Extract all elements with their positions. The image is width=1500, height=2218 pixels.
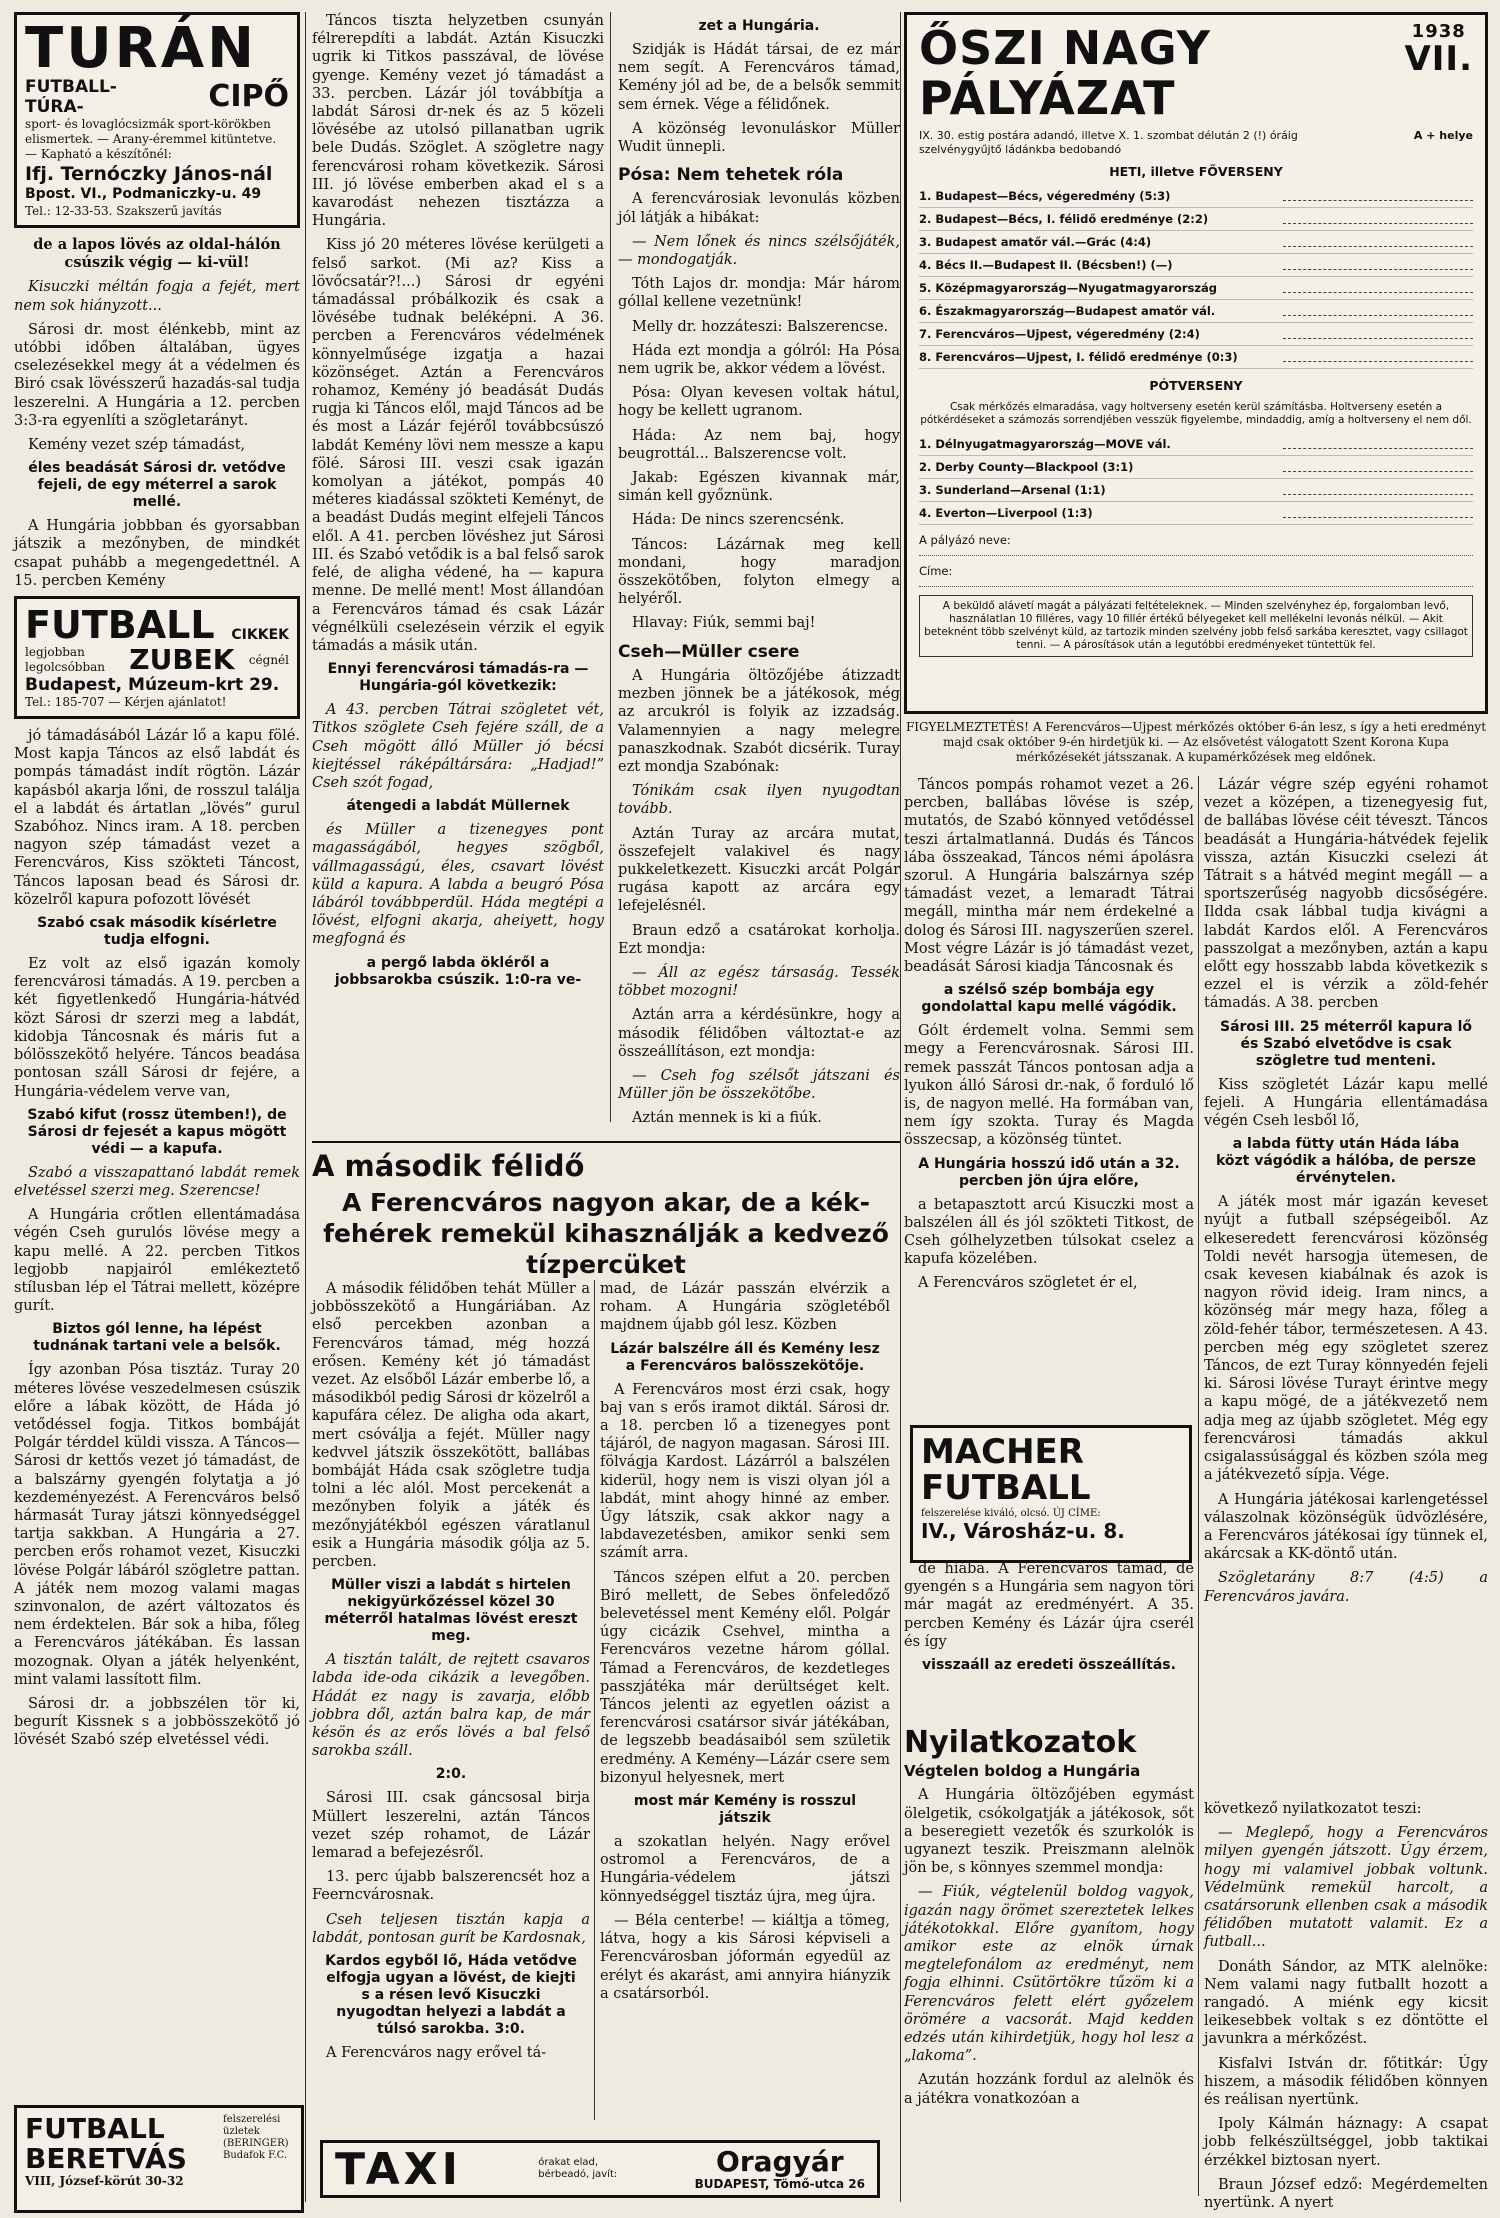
main-l3: Sárosi III. csak gáncsosal birja Müllert leszerelni, aztán Táncos vezet szép rohamot, de Lázár lemarad a befejezésről.	[312, 1790, 590, 1862]
col5-p5: de hiába. A Ferencváros támad, de gyengén s a Hungária sem nagyon töri már magát az eredményért. A 35. percben Kemény és Lázár újra cserél és így	[904, 1561, 1194, 1650]
col3-p8: Pósa: Olyan kevesen voltak hátul, hogy be kellett ugranom.	[618, 385, 900, 420]
col6-sub2: a labda fütty után Háda lába közt vágódik a hálóba, de persze érvénytelen.	[1215, 1136, 1477, 1187]
pot-match-row-answer-line[interactable]	[1283, 433, 1473, 449]
pot-match-row[interactable]	[919, 433, 1473, 456]
match-row-label: 7. Ferencváros—Ujpest, végeredmény (2:4)	[919, 327, 1200, 342]
palyazat-number: VII.	[1404, 39, 1473, 79]
match-row-label: 4. Bécs II.—Budapest II. (Bécsben!) (—)	[919, 258, 1173, 273]
main-r2: A Ferencváros most érzi csak, hogy baj van s erős iramot diktál. Sárosi dr. a 18. percben lő a tizenegyes pont tájáról, de nagyon magasan. Sárosi III. fölvágja Kardost. Lázárról a balszélen kiderül, hogy nem is viszi olyan jól a labdát, mint ahogy hinné az ember. Úgy látszik, csak akkor nagy a labdavezetésben, amikor senki sem számít arra.	[600, 1381, 890, 1562]
col3-heading-posa: Pósa: Nem tehetek róla	[618, 165, 844, 186]
turan-address: Bpost. VI., Podmaniczky-u. 49	[25, 186, 262, 202]
col6-p11: Braun József edző: Megérdemelten nyertünk. A nyert	[1204, 2176, 1488, 2212]
turan-line2: TÚRA-	[25, 97, 84, 117]
col1-p3: Sárosi dr. most élénkebb, mint az utóbbi időben általában, ügyes cselezésekkel megy át a védelmen és Biró csak lövésszerű hazadás-sal tudja leszerelni. A Hungária a 12. percben 3:3-ra egyenlíti a szögletarányt.	[14, 321, 300, 429]
col1-sub3: Szabó kifut (rossz ütemben!), de Sárosi dr fejesét a kapus mögött védi — a kapufa.	[27, 1106, 287, 1157]
pot-match-row[interactable]	[919, 456, 1473, 479]
match-row[interactable]	[919, 208, 1473, 231]
zubek-tag: CIKKEK	[231, 627, 289, 644]
column-rule	[1198, 776, 1199, 2196]
column-7	[904, 1725, 1194, 2180]
pot-match-row[interactable]	[919, 479, 1473, 502]
match-row-label: 5. Középmagyarország—Nyugatmagyarország	[919, 281, 1218, 296]
pot-match-row-label: 4. Everton—Liverpool (1:3)	[919, 506, 1093, 521]
nyilatkozatok-sub: Végtelen boldog a Hungária	[904, 1762, 1141, 1781]
main-l5: Cseh teljesen tisztán kapja a labdát, pontosan gurít be Kardosnak,	[312, 1911, 590, 1946]
match-row-answer-line[interactable]	[1283, 323, 1473, 339]
col6-p7: — Meglepő, hogy a Ferencváros milyen gyengén játszott. Úgy érzem, hogy mi valamivel jobbak voltunk. Védelmünk remekül harcolt, a csatársorunk ellenben csak a második félidőben mutatott valamit. Ez a futball...	[1204, 1825, 1488, 1951]
match-row[interactable]	[919, 300, 1473, 323]
palyazat-rules: A beküldő alávetí magát a pályázati feltételeknek. — Minden szelvényhez ép, forgalomban levő, használatlan 10 filléres, vagy 10 fillér értékű bélyegeket kell mellékelni levonás nélkül. — Akit beteknént több szelvényt küld, az tartozik minden szelvény jobb felső sarkába keresztet, vagy csillagot tenni. — A párosítások után a legutóbbi eredményeket tüntettük fel.	[919, 595, 1473, 657]
col2-sub2: átengedi a labdát Müllernek	[346, 798, 570, 815]
palyazat-warning: FIGYELMEZTETÉS! A Ferencváros—Ujpest mérkőzés október 6-án lesz, s így a heti eredményt majd csak október 9-én hirdetjük ki. — Az elsővetést válogatott Szent Korona Kupa mérkőzésekét játsszanak. A kupamérkőzések meg eldőnek.	[905, 720, 1487, 764]
match-row[interactable]	[919, 346, 1473, 369]
nyilatkozatok-heading: Nyilatkozatok	[904, 1725, 1137, 1760]
column-3	[618, 12, 900, 1132]
col3-p3: A ferencvárosiak levonulás közben jól látják a hibákat:	[618, 191, 900, 226]
column-rule	[610, 12, 611, 1122]
col3-p2: A közönség levonuláskor Müller Wudit ünnepli.	[618, 120, 900, 156]
beretvas-ad	[14, 2105, 304, 2213]
col3-p7: Háda ezt mondja a gólról: Ha Pósa nem ugrik be, akkor védem a lövést.	[618, 342, 900, 378]
taxi-name: Oragyár	[716, 2145, 844, 2178]
match-row-answer-line[interactable]	[1283, 231, 1473, 247]
palyazat-pot-label: PÓTVERSENY	[1149, 378, 1243, 394]
main-l6: A Ferencváros nagy erővel tá-	[326, 2045, 547, 2062]
column-6b	[1204, 1800, 1488, 2212]
palyazat-title: ŐSZI NAGY PÁLYÁZAT	[919, 21, 1211, 125]
col1-sub4: Biztos gól lenne, ha lépést tudnának tartani vele a belsők.	[33, 1321, 281, 1355]
col6-p8: Donáth Sándor, az MTK alelnöke: Nem valami nagy futballt hozott a rangadó. A miénk egy kicsit leikesebbek voltak s ez döntötte el javunkra a mérkőzést.	[1204, 1958, 1488, 2048]
col5-p4: A Ferencváros szögletet ér el,	[918, 1275, 1138, 1292]
col3-p16: Aztán Turay az arcára mutat, összefejelt valakivel és nagy pukkeletkezett. Kisuczki arcát Polgár rugása kapott az arcára egy lefejelésnél.	[618, 825, 900, 915]
col1-p11: Sárosi dr. a jobbszélen tör ki, begurít Kissnek s a jobbösszekötő jó lövését Szabó szép elvetéssel védi.	[14, 1695, 300, 1749]
turan-product: CIPŐ	[208, 79, 289, 114]
taxi-address: BUDAPEST, Tömő-utca 26	[694, 2177, 865, 2191]
col1-p5: A Hungária jobbban és gyorsabban játszik a mezőnyben, de mindkét csapat puhább a megengedettnél. A 15. percben Kemény	[14, 518, 300, 589]
column-5	[904, 776, 1194, 1416]
pot-match-row-answer-line[interactable]	[1283, 502, 1473, 518]
pot-match-list	[919, 433, 1473, 525]
col3-p15: Tónikám csak ilyen nyugodtan tovább.	[618, 783, 900, 818]
second-half-subtitle: A Ferencváros nagyon akar, de a kék-fehérek remekül kihasználják a kedvező tízpercüket	[323, 1188, 889, 1279]
match-row[interactable]	[919, 323, 1473, 346]
col1-p10: Így azonban Pósa tisztáz. Turay 20 méteres lövése veszedelmesen csúszik előre a lábak között, de Háda jó vetődéssel fogja. Titkos bombáját Polgár térddel küldi vissza. A Táncos—Sárosi dr kettős vezet jó támadást, de a balszárny gyengén folytatja a jó kezdeményezést. A Ferencváros belső hármasát Turay játszi könnyedséggel tartja sakkban. A Hungária a 27. percben erős rohamot vezet, Kisuczki lövése Polgár lábáról szögletre pattan. A játék nem mozog valami magas szinvonalon, de azért változatos és nem érdektelen. Bár sok a hiba, főleg a Ferencváros játékában. És lassan mozognak. Olyan a játék helyenként, mint valami lassított film.	[14, 1362, 300, 1688]
turan-desc: sport- és lovaglócsizmák sport-körökben elismertek. — Arany-éremmel kitüntetve. — Kapható a készítőnél:	[25, 117, 277, 161]
col6-p1: Lázár végre szép egyéni rohamot vezet a középen, a tizenegyesig fut, de ballábas lövése céit téveszt. Táncos beadását a Hungária-hátvédek fejelik vissza, aztán Kisuczki cselezi át Tátrait s a hátvéd megint megáll — a sportszerűség nagyobb dicsőségére. Ildda csak lábbal tudja kivágni a labdát Kardos elől. A Ferencváros passzolgat a mezőnyben, aztán a kapu előtt egy hosszabb labda következik s ezzel el is vérzik a zöld-fehér támadás. A 38. percben	[1204, 777, 1488, 1012]
match-row-answer-line[interactable]	[1283, 300, 1473, 316]
beretvas-line1: FUTBALL	[25, 2112, 165, 2145]
pot-match-row[interactable]	[919, 502, 1473, 525]
col3-p20: — Cseh fog szélsőt játszani és Müller jön be összekötőbe.	[618, 1067, 900, 1103]
turan-phone: Tel.: 12-33-53. Szakszerű javítás	[25, 204, 222, 218]
col6-sub1: Sárosi III. 25 méterről kapura lő és Szabó elvetődve is csak szögletre tud menteni.	[1220, 1018, 1472, 1069]
col2-p2: Kiss jó 20 méteres lövése kerülgeti a felső sarkot. (Mi az? Kiss a lövőcsatár?!...) Sárosi dr egyéni támadással próbálkozik és csak a lövésébe tudnak beléképni. A 36. percben a Ferencváros védelmének könnyelműsége izgatja a hazai közönséget. Aztán a Ferencváros rohamoz, Kemény jó beadását Dudás rugja ki Táncos elől, majd Táncos ad be és most a Lázár fejéről továbbcsúszó labdát Kemény lövi nem messze a kapu fölé. Sárosi III. veszi csak igazán komolyan a játékot, pompás 40 méteres kiadással szökteti Keményt, de a beadást Dudás megint elfejeli Táncos elől. A 41. percben lövéshez jut Sárosi III. és Szabó vetődik is a bal felső sarok felé, de aligha védené, ha — kapura menne. De mellé ment! Most állandóan a Ferencváros támad és csak Lázár végnélküli cselezésein vérzik el egyik támadás a másik után.	[312, 237, 604, 654]
col3-p0: zet a Hungária.	[698, 18, 820, 34]
second-half-heading	[312, 1135, 900, 1280]
main-l2: A tisztán talált, de rejtett csavaros labda ide-oda cikázik a levegőben. Hádát ez nagy is zavarja, előbb jobbra dől, aztán balra kap, de már késön és az erős lövés a bal felső sarokba száll.	[312, 1652, 590, 1760]
palyazat-plus-label: A + helye	[1413, 129, 1473, 142]
col1-p2: Kisuczki méltán fogja a fejét, mert nem sok hiányzott...	[14, 279, 300, 314]
palyazat-main-label: HETI, illetve FŐVERSENY	[1109, 164, 1283, 179]
turan-title: TURÁN	[25, 16, 257, 81]
main-l1: A második félidőben tehát Müller a jobbösszekötő a Hungáriában. Az első percekben azonban a Ferencváros támad, még hozzá erősen. Kemény két jó támadást vezet. Az elsőből Lázár emberbe lő, a másodikból pedig Sárosi dr közelről a kapufára célez. De aligha oda akart, mert csóválja a fejét. Müller nagy kedvvel játszik összekötött, ballábas bombáját Háda csak szögletre tudja tolni a léc alól. Most percekenát a mezőnyben folyik a játék és mezőnyjátékból egészen váratlanul esik a Hungária második gólja az 5. percben.	[312, 1281, 590, 1571]
palyazat-deadline: IX. 30. estig postára adandó, illetve X. 1. szombat délután 2 (!) óráig szelvénygyűjtő ládánkba bedobandó	[919, 129, 1298, 156]
zubek-phone: Tel.: 185-707 — Kérjen ajánlatot!	[25, 695, 227, 710]
pot-match-row-answer-line[interactable]	[1283, 479, 1473, 495]
macher-address: IV., Városház-u. 8.	[921, 1519, 1125, 1543]
main-l5s: Kardos egyből lő, Háda vetődve elfogja ugyan a lövést, de kiejti s a résen levő Kisuczki nyugodtan helyezi a labdát a túlsó sarokba. 3:0.	[325, 1953, 577, 2038]
col3-p12: Táncos: Lázárnak meg kell mondani, hogy maradjon összekötőben, folyton elmegy a helyéről.	[618, 536, 900, 608]
col1-p6: jó támadásából Lázár lő a kapu fölé. Most kapja Táncos az első labdát és pompás támadást indít rögtön. Lázár kapásból akarja lőni, de rosszul találja el a labdát és ártatlan „lövés” gurul Szabóhoz. Nincs iram. A 18. percben nagyon szép támadást vezet a Ferencváros, Kiss szökteti Táncost, Táncos laposan bead és Sárosi dr. közelről kapura pofozott lövését	[14, 728, 300, 908]
column-rule	[594, 1280, 595, 2120]
col2-p3: A 43. percben Tátrai szögletet vét, Titkos szöglete Cseh fejére száll, de a Cseh mögött álló Müller jó bécsi kiejtéssel ráképáltársára: „Hadjad!” Cseh szót fogad,	[312, 702, 604, 791]
address-field[interactable]: Címe:	[919, 556, 1473, 587]
taxi-word: TAXI	[335, 2143, 462, 2195]
match-row-label: 3. Budapest amatőr vál.—Grác (4:4)	[919, 235, 1152, 250]
col2-p4: és Müller a tizenegyes pont magasságából, hegyes szögből, vállmagasságú, éles, csavart lövést küld a kapura. A labda a beugró Pósa lábáról továbbperdül. Háda megtépi a lövést, elfogni akarja, aheiyett, hogy megfogná és	[312, 822, 604, 948]
col3-p4: — Nem lőnek és nincs szélsőjáték, — mondogatják.	[618, 233, 900, 269]
zubek-line: legjobban legolcsóbban	[25, 645, 106, 675]
main-l1s: Müller viszi a labdát s hirtelen nekigyürkőzéssel közel 30 méterről hatalmas lövést ereszt meg.	[324, 1577, 578, 1645]
col2-sub3: a pergő labda ökléről a jobbsarokba csúszik. 1:0-ra ve-	[334, 954, 582, 988]
col3-p19: Aztán arra a kérdésünkre, hogy a második félidőben változtat-e az összeállításon, ezt mondja:	[618, 1007, 900, 1060]
beretvas-address: VIII, József-körút 30-32	[25, 2174, 184, 2188]
col3-heading-cseh: Cseh—Müller csere	[618, 641, 800, 662]
main-score: 2:0.	[435, 1766, 467, 1783]
palyazat-pot-note: Csak mérkőzés elmaradása, vagy holtverseny esetén kerül számításba. Holtverseny esetén a pótkérdéseket a számozás sorrendjében vesszük figyelembe, mindaddig, amíg a holtverseny el nem dől.	[920, 401, 1472, 427]
col6-p4: A Hungária játékosai karlengetéssel válaszolnak közönségük üdvözlésére, a Ferencváros játékosai így tünnek el, akárcsak a KK-döntő után.	[1204, 1491, 1488, 1563]
pot-match-row-label: 3. Sunderland—Arsenal (1:1)	[919, 483, 1106, 498]
column-rule	[305, 12, 306, 2202]
column-5b	[904, 1560, 1194, 1725]
col6-p3: A játék most már igazán keveset nyújt a futball szépségeiből. Az elkeseredett ferencvárosi közönség Toldi nevét harsogja ütemesen, de csak kevesen kiabálnak és azok is nagyon rövid ideig. Iram nincs, a közönség már megy haza, főleg a zöld-fehér tábor, természetesen. A 43. percben még egy szögletet szerez Táncos, de ezt Turay könnyedén fejeli ki. Sárosi lövése Turayt érintve megy a kapu mögé, de a játékvezető nem adja meg az újabb szögletet. Még egy ferencvárosi támadás akkul csigalassúsággal és közben szóla meg a játékvezető sípja. Vége.	[1204, 1194, 1488, 1484]
palyazat-coupon	[904, 12, 1488, 772]
col3-p11: Háda: De nincs szerencsénk.	[632, 512, 845, 529]
col1-p8: Szabó a visszapattanó labdát remek elvetéssel szerzi meg. Szerencse!	[14, 1164, 300, 1199]
match-row[interactable]	[919, 185, 1473, 208]
beretvas-side: felszerelési üzletek (BERINGER) Budafok F.C.	[223, 2114, 289, 2161]
match-row[interactable]	[919, 231, 1473, 254]
col3-p1: Szidják is Hádát társai, de ez már nem segít. A Ferencváros támad, Kemény jól ad be, de a belsők semmit sem érnek. Vége a félidőnek.	[618, 42, 900, 113]
main-r5: — Béla centerbe! — kiáltja a tömeg, látva, hogy a kis Sárosi képviseli a Ferencvárosban jóformán egyedül az erélyt és akarást, ami annyira hiányzik a csatársorból.	[600, 1912, 890, 2002]
col5-p3: a betapasztott arcú Kisuczki most a balszélen áll és jól szökteti Titkost, de Cseh gólhelyzetben túlsokat cselez a kapufa közelében.	[904, 1196, 1194, 1268]
match-row-label: 6. Északmagyarország—Budapest amatőr vál.	[919, 304, 1216, 319]
turan-maker: Ifj. Ternóczky János-nál	[25, 163, 273, 185]
col3-p17: Braun edző a csatárokat korholja. Ezt mondja:	[618, 922, 900, 957]
col5-sub2: A Hungária hosszú idő után a 32. percben jön újra előre,	[918, 1155, 1180, 1189]
zubek-ad	[14, 596, 300, 719]
col5-p1: Táncos pompás rohamot vezet a 26. percben, ballábas lövése is szép, mutatós, de Szabó könnyed vetődéssel teszi ártalmatlanná. Dudás és Táncos lába összeakad, Táncos némi ápolásra szorul. A Hungária balszárnya szép támadást vezet, a lemaradt Tátrai megáll, mintha már nem érdekelné a dolog és Sárosi III. nagyszerűen szerel. Most végre Lázár is jó támadást vezet, beadását Sárosi kiadja Táncosnak és	[904, 777, 1194, 976]
pot-match-row-label: 1. Délnyugatmagyarország—MOVE vál.	[919, 437, 1171, 452]
second-half-right	[600, 1280, 890, 2130]
col1-p7: Ez volt az első igazán komoly ferencvárosi támadás. A 19. percben a két figyetlenkedő Hungária-hátvéd közt Sárosi dr szerzi meg a labdát, kidobja Táncosnak és máris fut a bólösszekötő helyére. Táncos beadása pontosan száll Sárosi dr fejére, a Hungária-védelem verve van,	[14, 956, 300, 1100]
pot-match-row-answer-line[interactable]	[1283, 456, 1473, 472]
col6-p10: Ipoly Kálmán háznagy: A csapat jobb felkészültséggel, jobb taktikai érzékkel biztosan nyert.	[1204, 2116, 1488, 2169]
match-row-label: 2. Budapest—Bécs, I. félidő eredménye (2:2)	[919, 212, 1209, 227]
column-1	[14, 12, 300, 2208]
taxi-ad	[320, 2140, 880, 2198]
zubek-company-tail: cégnél	[248, 652, 289, 667]
match-row-answer-line[interactable]	[1283, 208, 1473, 224]
main-r4: a szokatlan helyén. Nagy erővel ostromol a Ferencváros, de a Hungária-védelem játszi könnyedséggel tisztáz újra, meg újra.	[600, 1834, 890, 1905]
col7-p1: A Hungária öltözőjében egymást ölelgetik, csókolgatják a játékosok, sőt a beseregiett vezetők és szurkolók is ugyanezt teszik. Preiszmann alelnök jön be, s könnyes szemmel mondja:	[904, 1787, 1194, 1877]
col2-p1: Táncos tiszta helyzetben csunyán félrerepdíti a labdát. Aztán Kisuczki ugrik ki Titkos passzával, de lövése gyenge. Kemény vezet jó támadást a 33. percben. Lázár jól továbbítja a labdát Sárosi dr-nek és az 5 közeli lövésébe az utolsó pillanatban ugrik bele Dudás. Szöglet. A szögletre nagy ferencvárosi roham következik. Sárosi III. jó lövése emberben akad el s a kavarodást nehezen tisztázza a Hungária.	[312, 13, 604, 230]
col7-p3: Azután hozzánk fordul az alelnök és a játékra vonatkozóan a	[904, 2072, 1194, 2107]
col3-p14: A Hungária öltözőjébe átizzadt mezben jönnek be a játékosok, még az arcukról is folyik az izzadság. Valamennyien a nagy melegre panaszkodnak. Szabót dicsérik. Turay ezt mondja Szabónak:	[618, 667, 900, 775]
col2-sub1: Ennyi ferencvárosi támadás-ra — Hungária-gól következik:	[327, 661, 589, 695]
col1-p4: Kemény vezet szép támadást,	[28, 437, 246, 454]
macher-ad	[910, 1425, 1192, 1563]
col1-sub1: éles beadását Sárosi dr. vetődve fejeli, de egy méterrel a sarok mellé.	[28, 460, 286, 511]
col3-p5: Tóth Lajos dr. mondja: Már három góllal kellene vezetnünk!	[618, 276, 900, 311]
macher-line2: FUTBALL	[921, 1468, 1091, 1508]
col5-p2: Gólt érdemelt volna. Semmi sem megy a Ferencvárosnak. Sárosi III. remek passzát Táncos pontosan adja a lyukon álló Sárosi dr.-nak, ő forduló lő is, de nagyon mellé. Ha formában van, nem így szokta. Turay és Magda összecsap, a közönség tüntet.	[904, 1023, 1194, 1149]
turan-line1: FUTBALL-	[25, 77, 117, 97]
match-row-answer-line[interactable]	[1283, 277, 1473, 293]
taxi-mid: órakat elad, bérbeadó, javít:	[538, 2157, 618, 2180]
main-r1s: Lázár balszélre áll és Kemény lesz a Ferencváros balösszekötője.	[610, 1340, 880, 1374]
match-row-label: 8. Ferencváros—Ujpest, I. félidő eredménye (0:3)	[919, 350, 1238, 365]
name-field[interactable]: A pályázó neve:	[919, 525, 1473, 556]
main-r1: mad, de Lázár passzán elvérzik a roham. A Hungária szögletéből majdnem újabb gól lesz. Közben	[600, 1281, 890, 1334]
col1-sub2: Szabó csak második kísérletre tudja elfogni.	[37, 915, 277, 949]
macher-line1: MACHER	[921, 1432, 1084, 1472]
match-row-answer-line[interactable]	[1283, 254, 1473, 270]
col3-p10: Jakab: Egészen kivannak már, simán kell győznünk.	[618, 470, 900, 505]
col6-p6: következő nyilatkozatot teszi:	[1204, 1801, 1422, 1817]
match-row-answer-line[interactable]	[1283, 346, 1473, 362]
match-row[interactable]	[919, 254, 1473, 277]
match-row[interactable]	[919, 277, 1473, 300]
col5-sub3: visszaáll az eredeti összeállítás.	[922, 1657, 1176, 1674]
main-r3s: most már Kemény is rosszul játszik	[633, 1793, 857, 1827]
col3-p6: Melly dr. hozzáteszi: Balszerencse.	[632, 318, 889, 335]
match-list	[919, 185, 1473, 369]
main-l4: 13. perc újabb balszerencsét hoz a Feerncvárosnak.	[312, 1869, 590, 1904]
palyazat-box	[904, 12, 1488, 714]
turan-ad	[14, 12, 300, 228]
column-rule	[900, 12, 901, 2202]
pot-match-row-label: 2. Derby County—Blackpool (3:1)	[919, 460, 1134, 475]
second-half-title: A második félidő	[312, 1149, 585, 1183]
column-2	[312, 12, 604, 1132]
col5-sub1: a szélső szép bombája egy gondolattal kapu mellé vágódik.	[921, 982, 1177, 1016]
match-row-answer-line[interactable]	[1283, 185, 1473, 201]
beretvas-line2: BERETVÁS	[25, 2142, 187, 2175]
second-half-left	[312, 1280, 590, 2130]
col6-p9: Kisfalvi István dr. főtitkár: Úgy hiszem, a második félidőben könnyen és reálisan nyertünk.	[1204, 2055, 1488, 2109]
col6-p2: Kiss szögletét Lázár kapu mellé fejeli. A Hungária ellentámadása végén Cseh lesből lő,	[1204, 1076, 1488, 1130]
col7-p2: — Fiúk, végtelenül boldog vagyok, igazán nagy örömet szereztetek lelkes játékotokkal. Előre gyanítom, hogy amikor este az elnök úrnak megtelefonálom az eredményt, nem fogja elhinni. Csütörtökre tűzöm ki a Ferencváros felett elért győzelem örömére a vacsorát. Majd kedden edzés után kihirdetjük, hogy hol lesz a „lakoma”.	[904, 1884, 1194, 2065]
col1-p9: A Hungária crőtlen ellentámadása végén Cseh gurulós lövése megy a kapu mellé. A 22. percben Titkos legjobb napjairól emlékeztető stílusban lép el Tátrai mellett, középre gurít.	[14, 1207, 300, 1315]
col6-p5: Szögletarány 8:7 (4:5) a Ferencváros javára.	[1204, 1570, 1488, 1605]
col3-p18: — Áll az egész társaság. Tessék többet mozogni!	[618, 964, 900, 1000]
zubek-address: Budapest, Múzeum-krt 29.	[25, 675, 280, 696]
main-r3: Táncos szépen elfut a 20. percben Biró mellett, de Sebes önfeledőző belevetéssel ment Kemény elől. Polgár úgy cicázik Csehvel, mintha a Ferencváros vezetne három góllal. Támad a Ferencváros, de kezdetleges passzjátéka már derültséget kelt. Táncos jelenti az egyetlen oázist a ferencvárosi csatársor sivár játékában, de legszebb beadásaiból sem születik eredmény. A Kemény—Lázár csere sem bizonyul helyesnek, mert	[600, 1569, 890, 1786]
macher-desc: felszerelése kiváló, olcsó. ÚJ CÍME:	[921, 1508, 1101, 1519]
zubek-title: FUTBALL	[25, 603, 215, 648]
match-row-label: 1. Budapest—Bécs, végeredmény (5:3)	[919, 189, 1171, 204]
col1-p1: de a lapos lövés az oldal-hálón csúszik végig — ki-vül!	[33, 236, 281, 272]
col3-p21: Aztán mennek is ki a fiúk.	[632, 1110, 822, 1127]
palyazat-year: 1938	[1411, 21, 1466, 42]
col3-p13: Hlavay: Fiúk, semmi baj!	[632, 615, 816, 632]
col3-p9: Háda: Az nem baj, hogy beugrottál... Balszerencse volt.	[618, 427, 900, 462]
zubek-company: ZUBEK	[129, 643, 235, 677]
